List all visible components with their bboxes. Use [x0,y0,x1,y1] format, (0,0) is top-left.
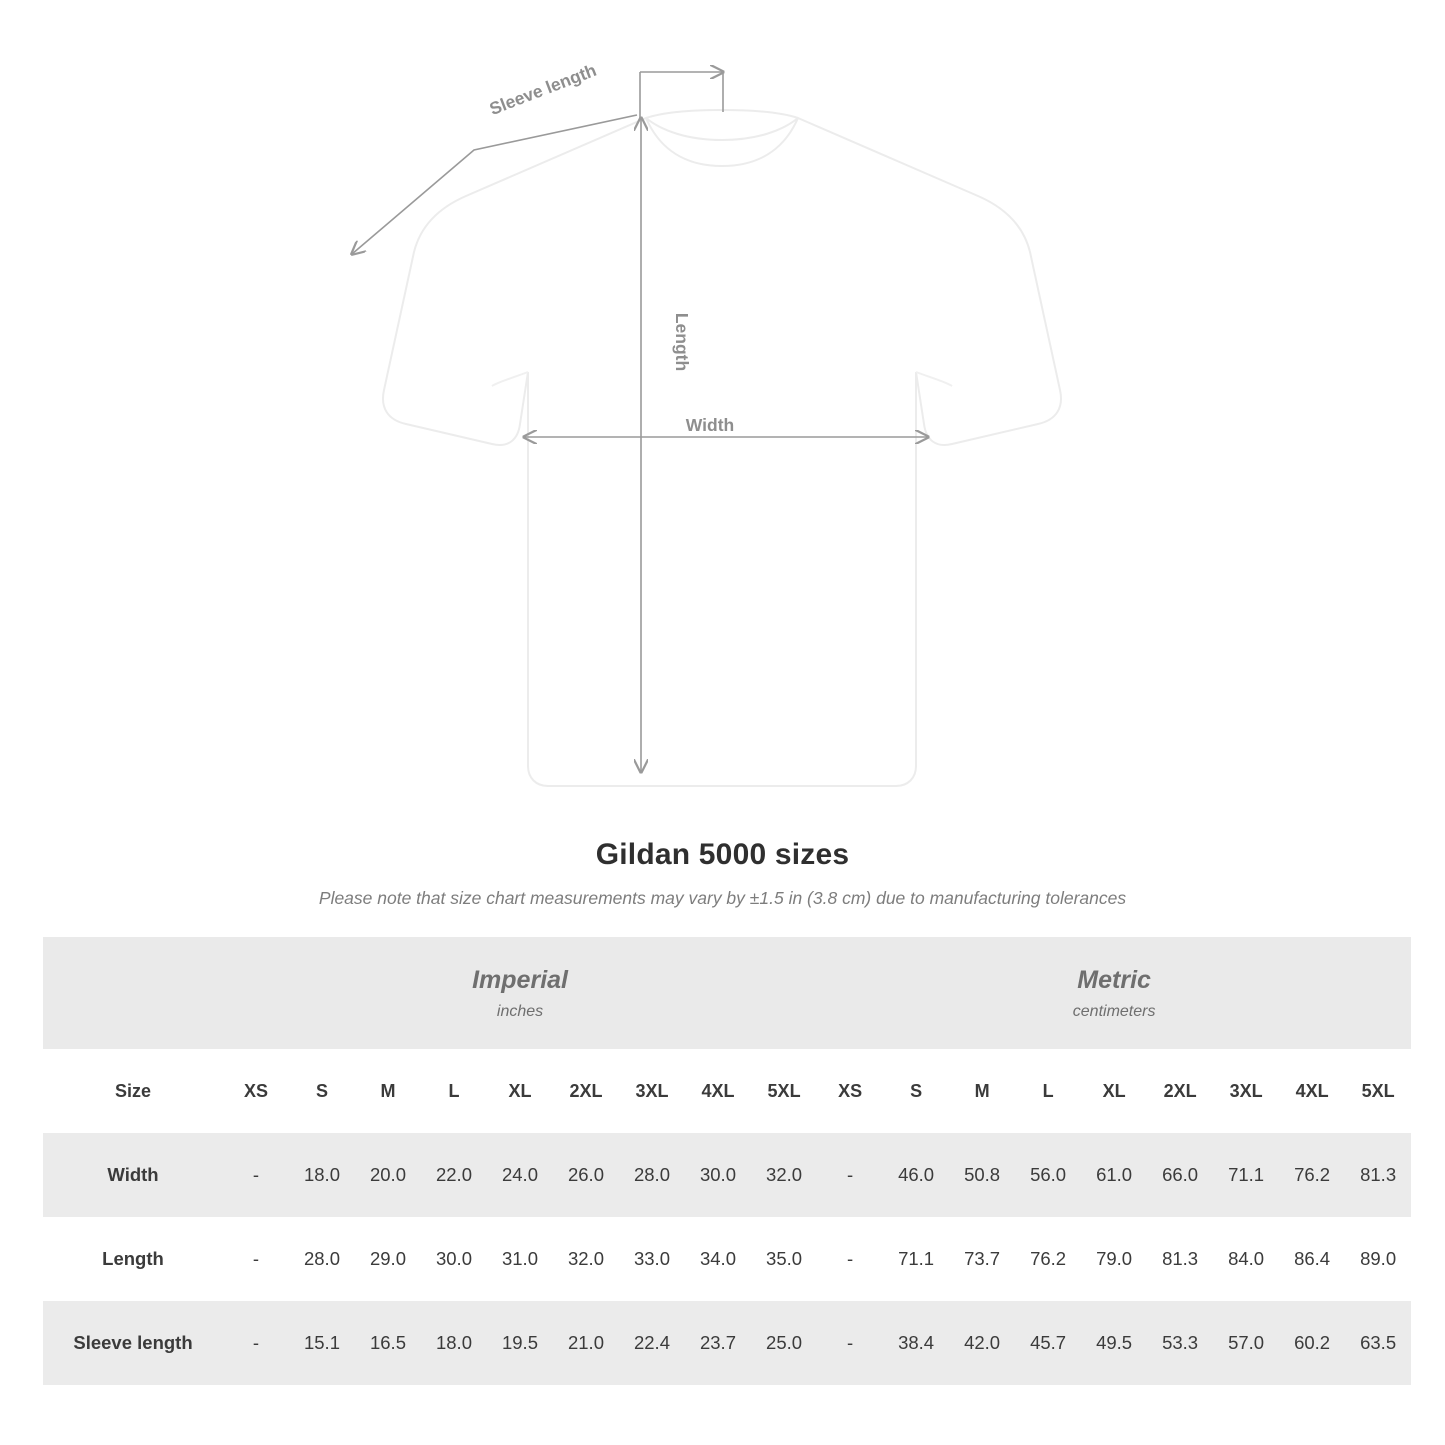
col-head-imp-m: M [355,1049,421,1133]
cell-width-imp-2xl: 26.0 [553,1133,619,1217]
cell-length-met-m: 73.7 [949,1217,1015,1301]
cell-length-met-2xl: 81.3 [1147,1217,1213,1301]
cell-length-imp-5xl: 35.0 [751,1217,817,1301]
unit-name-imperial: Imperial [472,965,568,994]
col-head-met-l: L [1015,1049,1081,1133]
cell-width-imp-4xl: 30.0 [685,1133,751,1217]
cell-width-imp-s: 18.0 [289,1133,355,1217]
length-label: Length [672,312,692,372]
col-head-met-3xl: 3XL [1213,1049,1279,1133]
cell-width-met-5xl: 81.3 [1345,1133,1411,1217]
size-header-label: Size [43,1049,223,1133]
cell-sleeve-met-xl: 49.5 [1081,1301,1147,1385]
col-head-met-4xl: 4XL [1279,1049,1345,1133]
col-head-imp-3xl: 3XL [619,1049,685,1133]
width-label: Width [685,415,735,435]
cell-length-imp-3xl: 33.0 [619,1217,685,1301]
cell-sleeve-met-2xl: 53.3 [1147,1301,1213,1385]
cell-sleeve-imp-s: 15.1 [289,1301,355,1385]
cell-length-imp-l: 30.0 [421,1217,487,1301]
cell-width-met-3xl: 71.1 [1213,1133,1279,1217]
size-table [43,937,1411,1385]
cell-length-imp-xs: - [223,1217,289,1301]
cell-width-met-2xl: 66.0 [1147,1133,1213,1217]
row-label-length: Length [43,1217,223,1301]
cell-sleeve-imp-4xl: 23.7 [685,1301,751,1385]
table-row [43,1217,1411,1301]
col-head-imp-l: L [421,1049,487,1133]
cell-length-met-l: 76.2 [1015,1217,1081,1301]
cell-sleeve-met-m: 42.0 [949,1301,1015,1385]
size-header-row [43,1049,1411,1133]
col-head-imp-xl: XL [487,1049,553,1133]
cell-length-imp-xl: 31.0 [487,1217,553,1301]
cell-sleeve-met-4xl: 60.2 [1279,1301,1345,1385]
col-head-met-m: M [949,1049,1015,1133]
cell-length-met-3xl: 84.0 [1213,1217,1279,1301]
table-row [43,1133,1411,1217]
cell-length-met-s: 71.1 [883,1217,949,1301]
cell-width-met-l: 56.0 [1015,1133,1081,1217]
cell-sleeve-met-xs: - [817,1301,883,1385]
row-label-width: Width [43,1133,223,1217]
cell-width-met-xs: - [817,1133,883,1217]
col-head-met-5xl: 5XL [1345,1049,1411,1133]
cell-length-imp-4xl: 34.0 [685,1217,751,1301]
cell-sleeve-imp-xs: - [223,1301,289,1385]
cell-width-met-m: 50.8 [949,1133,1015,1217]
cell-sleeve-imp-2xl: 21.0 [553,1301,619,1385]
col-head-met-xs: XS [817,1049,883,1133]
cell-length-met-xl: 79.0 [1081,1217,1147,1301]
cell-sleeve-met-l: 45.7 [1015,1301,1081,1385]
tshirt-shape [383,110,1061,786]
unit-name-metric: Metric [1077,965,1151,994]
cell-length-imp-2xl: 32.0 [553,1217,619,1301]
unit-sub-metric: centimeters [1072,1002,1156,1020]
cell-length-imp-s: 28.0 [289,1217,355,1301]
cell-sleeve-met-s: 38.4 [883,1301,949,1385]
col-head-imp-4xl: 4XL [685,1049,751,1133]
col-head-imp-2xl: 2XL [553,1049,619,1133]
cell-width-imp-xs: - [223,1133,289,1217]
cell-sleeve-met-5xl: 63.5 [1345,1301,1411,1385]
cell-width-imp-5xl: 32.0 [751,1133,817,1217]
tolerance-note: Please note that size chart measurements may vary by ±1.5 in (3.8 cm) due to manufacturing tolerances [318,888,1127,908]
cell-width-met-xl: 61.0 [1081,1133,1147,1217]
cell-width-met-4xl: 76.2 [1279,1133,1345,1217]
cell-length-met-xs: - [817,1217,883,1301]
size-table-wrap [43,937,1402,1385]
cell-width-imp-l: 22.0 [421,1133,487,1217]
col-head-met-xl: XL [1081,1049,1147,1133]
cell-width-imp-3xl: 28.0 [619,1133,685,1217]
cell-length-met-5xl: 89.0 [1345,1217,1411,1301]
title-block [0,838,1445,909]
cell-sleeve-imp-5xl: 25.0 [751,1301,817,1385]
sleeve-length-label: Sleeve length [486,59,600,119]
unit-sub-imperial: inches [496,1002,544,1020]
col-head-imp-xs: XS [223,1049,289,1133]
cell-length-imp-m: 29.0 [355,1217,421,1301]
unit-head-metric [817,937,1411,1049]
col-head-met-2xl: 2XL [1147,1049,1213,1133]
cell-width-imp-m: 20.0 [355,1133,421,1217]
unit-group-row [43,937,1411,1049]
col-head-met-s: S [883,1049,949,1133]
table-row [43,1301,1411,1385]
col-head-imp-s: S [289,1049,355,1133]
cell-sleeve-imp-xl: 19.5 [487,1301,553,1385]
cell-width-met-s: 46.0 [883,1133,949,1217]
cell-length-met-4xl: 86.4 [1279,1217,1345,1301]
cell-sleeve-imp-3xl: 22.4 [619,1301,685,1385]
row-label-sleeve-length: Sleeve length [43,1301,223,1385]
cell-width-imp-xl: 24.0 [487,1133,553,1217]
unit-head-imperial [223,937,817,1049]
col-head-imp-5xl: 5XL [751,1049,817,1133]
cell-sleeve-imp-m: 16.5 [355,1301,421,1385]
cell-sleeve-imp-l: 18.0 [421,1301,487,1385]
unit-head-blank [43,937,223,1049]
cell-sleeve-met-3xl: 57.0 [1213,1301,1279,1385]
page-title: Gildan 5000 sizes [595,838,850,871]
